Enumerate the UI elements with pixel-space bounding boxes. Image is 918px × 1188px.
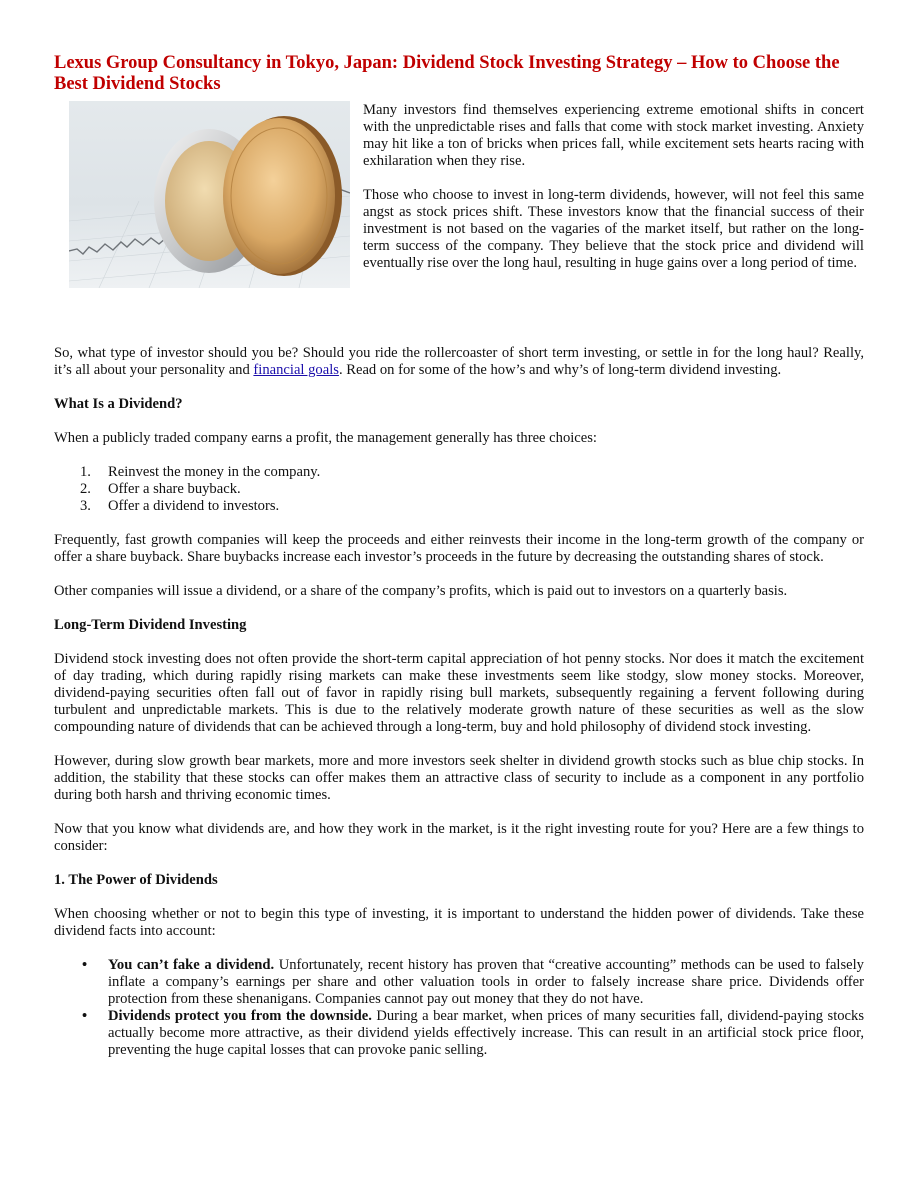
paragraph-text: So, what type of investor should you be? Should you ride the rollercoaster of short term investing, or settle in for the long haul? Really, it’s all about your personality and — [54, 345, 864, 378]
paragraph-text: . Read on for some of the how’s and why’s of long-term dividend investing. — [338, 362, 782, 378]
intro-section — [54, 101, 864, 345]
dividend-facts-list — [54, 957, 864, 1059]
coins-image-illustration — [69, 101, 350, 288]
heading-what-is-dividend: What Is a Dividend? — [54, 396, 183, 412]
list-item — [54, 1008, 864, 1059]
bullet-icon: • — [82, 957, 88, 973]
heading-power-of-dividends: 1. The Power of Dividends — [54, 872, 218, 888]
investor-type-paragraph — [54, 345, 864, 379]
fact-title: Dividends protect you from the downside. — [108, 1008, 372, 1024]
dividend-lead-paragraph: When a publicly traded company earns a profit, the management generally has three choices: — [54, 430, 597, 446]
power-lead-paragraph: When choosing whether or not to begin this type of investing, it is important to understand the hidden power of dividends. Take these dividend facts into account: — [54, 906, 864, 939]
list-item-text: Offer a share buyback. — [108, 481, 241, 497]
document-page — [54, 53, 864, 1059]
growth-companies-paragraph: Frequently, fast growth companies will keep the proceeds and either reinvests their income in the long-term growth of the company or offer a share buyback. Share buybacks increase each investor’s proceeds in the future by decreasing the outstanding shares of stock. — [54, 532, 864, 565]
long-term-paragraph-1: Dividend stock investing does not often provide the short-term capital appreciation of hot penny stocks. Nor does it match the excitement of day trading, which during rapidly rising markets can make these investments seem like stodgy, slow money stocks. Moreover, dividend-paying securities often fall out of favor in rapidly rising bull markets, subsequently regaining a fervent following during turbulent and unpredictable markets. This is due to the relatively moderate growth nature of these securities as well as the slow compounding nature of dividends that can be achieved through a long-term, buy and hold philosophy of dividend stock investing. — [54, 651, 864, 735]
document-title: Lexus Group Consultancy in Tokyo, Japan: Dividend Stock Investing Strategy – How to Choose the Best Dividend Stocks — [54, 53, 840, 94]
financial-goals-link[interactable]: financial goals — [253, 362, 339, 378]
intro-text — [363, 102, 864, 272]
long-term-paragraph-3: Now that you know what dividends are, and how they work in the market, is it the right investing route for you? Here are a few things to consider: — [54, 821, 864, 854]
intro-paragraph-1: Many investors find themselves experiencing extreme emotional shifts in concert with the unpredictable rises and falls that come with stock market investing. Anxiety may hit like a ton of bricks when prices fall, while excitement sets hearts racing with exhilaration when they rise. — [363, 102, 864, 169]
list-item — [54, 498, 864, 515]
list-item-text: Reinvest the money in the company. — [108, 464, 321, 480]
fact-title: You can’t fake a dividend. — [108, 957, 275, 973]
intro-paragraph-2: Those who choose to invest in long-term dividends, however, will not feel this same angst as stock prices shift. These investors know that the financial success of their investment is not based on the vagaries of the market itself, but rather on the long-term success of the company. They believe that the stock price and dividend will eventually rise over the long haul, resulting in huge gains over a long period of time. — [363, 187, 864, 271]
coins-on-chart-image — [69, 101, 350, 288]
list-item — [54, 957, 864, 1008]
list-item — [54, 481, 864, 498]
list-number: 3. — [80, 498, 91, 514]
fact-text: During a bear market, when prices of many securities fall, dividend-paying stocks actually become more attractive, as their dividend yields effectively increase. This can result in an artificial stock price floor, preventing the huge capital losses that can provoke panic selling. — [108, 1008, 864, 1058]
list-item-text: Offer a dividend to investors. — [108, 498, 280, 514]
choices-list — [54, 464, 864, 515]
fact-text: Unfortunately, recent history has proven that “creative accounting” methods can be used to falsely inflate a company’s earnings per share and other valuation tools in order to falsely increase share price. Dividends offer protection from these shenanigans. Companies cannot pay out money that they do not have. — [108, 957, 864, 1007]
bullet-icon: • — [82, 1008, 88, 1024]
long-term-paragraph-2: However, during slow growth bear markets, more and more investors seek shelter in dividend growth stocks such as blue chip stocks. In addition, the stability that these stocks can offer makes them an attractive class of security to include as a component in any portfolio during both harsh and thriving economic times. — [54, 753, 864, 803]
list-item — [54, 464, 864, 481]
heading-long-term-investing: Long-Term Dividend Investing — [54, 617, 247, 633]
list-number: 2. — [80, 481, 91, 497]
list-number: 1. — [80, 464, 91, 480]
other-companies-paragraph: Other companies will issue a dividend, or a share of the company’s profits, which is paid out to investors on a quarterly basis. — [54, 583, 788, 599]
